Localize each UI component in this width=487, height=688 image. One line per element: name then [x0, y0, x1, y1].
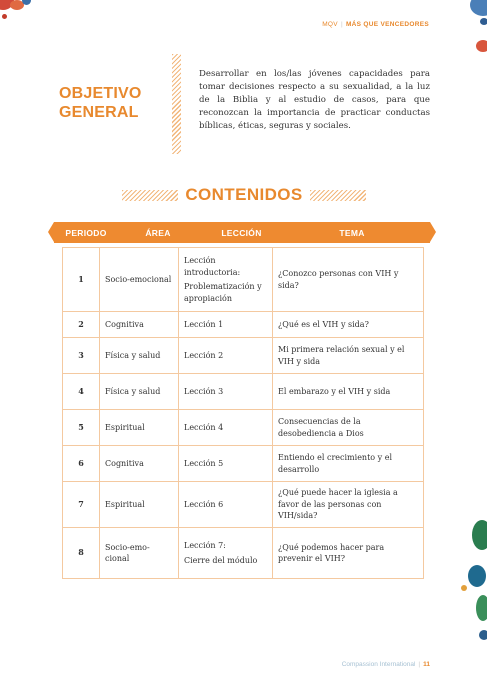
objective-title-line1: OBJETIVO — [59, 85, 142, 102]
contents-table — [54, 222, 430, 579]
footer-org: Compassion International — [341, 661, 416, 668]
cell-area: Espiritual — [100, 482, 179, 527]
header-tema: TEMA — [339, 227, 365, 238]
cell-periodo: 6 — [63, 446, 100, 481]
footer: Compassion International | 11 — [341, 661, 430, 668]
cell-tema: Mi primera relación sexual y el VIH y sida — [278, 345, 405, 366]
objective-text: Desarrollar en los/las jóvenes capacidades para tomar decisiones respecto a su sexualidad, a la luz de la Biblia y al estudio de casos, para que reconozcan la importancia de practicar conductas bíblicas, éticas, seguras y sociales. — [199, 69, 430, 131]
cell-tema: ¿Conozco personas con VIH y sida? — [278, 269, 399, 290]
cell-leccion — [179, 312, 273, 337]
leccion-line: Lección introductoria: — [184, 256, 241, 277]
page-number: 11 — [423, 661, 430, 668]
cell-periodo: 8 — [63, 528, 100, 578]
cell-tema: ¿Qué puede hacer la iglesia a favor de las personas con VIH/sida? — [278, 488, 398, 521]
table-header — [54, 222, 430, 243]
cell-periodo: 7 — [63, 482, 100, 527]
header-area: ÁREA — [145, 227, 171, 238]
contents-heading — [122, 183, 366, 209]
cell-leccion — [179, 248, 273, 311]
cell-periodo: 2 — [63, 312, 100, 337]
table-row — [63, 312, 423, 338]
cell-periodo: 3 — [63, 338, 100, 373]
cell-area: Cognitiva — [100, 446, 179, 481]
cell-tema: ¿Qué es el VIH y sida? — [278, 319, 369, 329]
cell-leccion — [179, 338, 273, 373]
cell-leccion — [179, 410, 273, 445]
table-row — [63, 374, 423, 410]
leccion-line: Lección 5 — [184, 458, 224, 468]
leccion-line: Lección 2 — [184, 350, 224, 360]
cell-periodo: 1 — [63, 248, 100, 311]
cell-leccion — [179, 482, 273, 527]
cell-area: Espiritual — [100, 410, 179, 445]
table-row — [63, 528, 423, 578]
table-row — [63, 482, 423, 528]
objective-section — [59, 54, 429, 154]
cell-tema: Entiendo el crecimiento y el desarrollo — [278, 453, 393, 474]
cell-periodo: 5 — [63, 410, 100, 445]
hatched-ornament-right — [310, 190, 366, 201]
leccion-line: Cierre del módulo — [184, 555, 258, 565]
cell-leccion — [179, 528, 273, 578]
table-body — [62, 247, 424, 579]
cell-area: Cognitiva — [100, 312, 179, 337]
cell-tema: El embarazo y el VIH y sida — [278, 386, 391, 396]
cell-area: Física y salud — [100, 338, 179, 373]
header-leccion: LECCIÓN — [221, 227, 262, 238]
cell-tema: ¿Qué podemos hacer para prevenir el VIH? — [278, 542, 385, 563]
table-row — [63, 338, 423, 374]
cell-leccion — [179, 374, 273, 409]
cell-tema: Consecuencias de la desobediencia a Dios — [278, 417, 364, 438]
leccion-line: Lección 6 — [184, 499, 224, 509]
contents-title: CONTENIDOS — [185, 185, 303, 204]
cell-area: Física y salud — [100, 374, 179, 409]
header-periodo: PERIODO — [65, 227, 107, 238]
header-title: MÁS QUE VENCEDORES — [345, 21, 429, 28]
cell-leccion — [179, 446, 273, 481]
running-header: MQV | MÁS QUE VENCEDORES — [322, 21, 429, 28]
leccion-line: Problematización y apropiación — [184, 282, 262, 303]
hatched-divider — [172, 54, 181, 154]
table-row — [63, 410, 423, 446]
table-row — [63, 248, 423, 312]
table-row — [63, 446, 423, 482]
header-code: MQV — [322, 21, 338, 28]
leccion-line: Lección 4 — [184, 422, 224, 432]
leccion-line: Lección 1 — [184, 319, 224, 329]
cell-area: Socio-emo-cional — [100, 528, 179, 578]
leccion-line: Lección 7: — [184, 541, 226, 550]
objective-title — [59, 84, 159, 122]
cell-periodo: 4 — [63, 374, 100, 409]
objective-title-line2: GENERAL — [59, 104, 139, 121]
cell-area: Socio-emocional — [100, 248, 179, 311]
leccion-line: Lección 3 — [184, 386, 224, 396]
